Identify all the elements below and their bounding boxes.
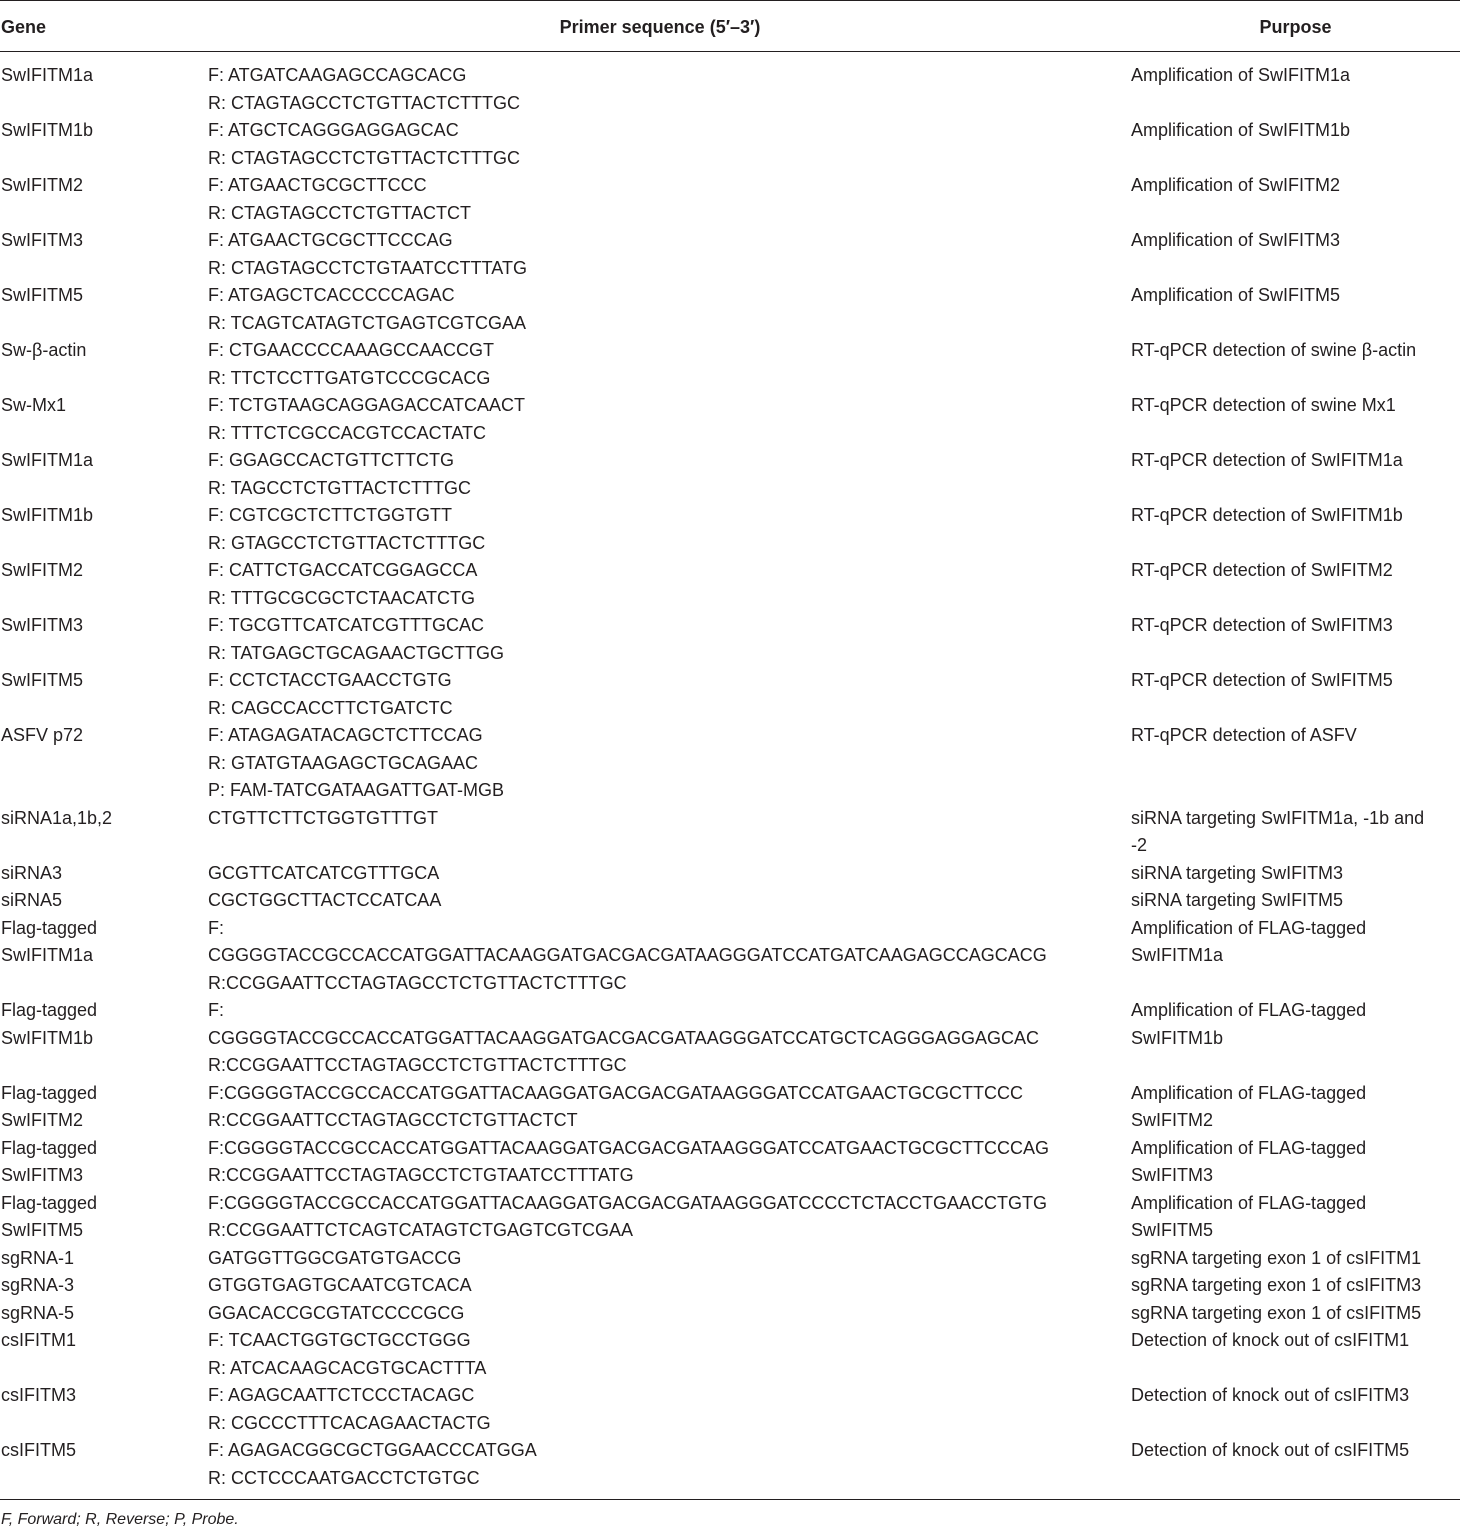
- column-header-gene: Gene: [1, 17, 47, 37]
- table-row: [0, 282, 1460, 337]
- gene-cell: [0, 915, 207, 970]
- gene-cell: [0, 557, 207, 585]
- purpose-cell-line: RT-qPCR detection of swine β-actin: [1131, 340, 1417, 360]
- purpose-cell: [1131, 1382, 1460, 1410]
- sequence-cell-line: R: CCTCCCAATGACCTCTGTGC: [208, 1467, 480, 1488]
- sequence-cell: [207, 860, 1131, 888]
- table-row: [0, 557, 1460, 612]
- purpose-cell-line: RT-qPCR detection of ASFV: [1131, 725, 1357, 745]
- table-row: [0, 1300, 1460, 1328]
- sequence-cell: [207, 1080, 1131, 1135]
- sequence-cell-line: F: TCAACTGGTGCTGCCTGGG: [208, 1330, 471, 1350]
- sequence-cell: [207, 667, 1131, 722]
- sequence-cell-line: R: TTCTCCTTGATGTCCCGCACG: [208, 367, 491, 388]
- gene-cell-line: Flag-tagged: [1, 1192, 98, 1213]
- purpose-cell: [1131, 1080, 1460, 1135]
- purpose-cell-line: Amplification of SwIFITM5: [1131, 285, 1341, 305]
- sequence-cell-line: P: FAM-TATCGATAAGATTGAT-MGB: [208, 780, 504, 800]
- sequence-cell: [207, 337, 1131, 392]
- gene-cell-line: sgRNA-5: [1, 1302, 75, 1323]
- table-row: [0, 1135, 1460, 1190]
- sequence-cell-line: R:CCGGAATTCCTAGTAGCCTCTGTTACTCT: [208, 1110, 578, 1130]
- purpose-cell-line: Detection of knock out of csIFITM3: [1131, 1385, 1410, 1405]
- purpose-cell-line: Amplification of FLAG-tagged: [1131, 1000, 1367, 1020]
- sequence-cell-line: R: GTATGTAAGAGCTGCAGAAC: [208, 752, 479, 773]
- gene-cell-line: csIFITM3: [1, 1385, 76, 1405]
- purpose-cell: [1131, 887, 1460, 915]
- purpose-cell-line: RT-qPCR detection of SwIFITM5: [1131, 670, 1393, 690]
- gene-cell: [0, 1245, 207, 1273]
- sequence-cell-line: R: ATCACAAGCACGTGCACTTTA: [208, 1357, 487, 1378]
- purpose-cell-line: RT-qPCR detection of SwIFITM2: [1131, 560, 1393, 580]
- sequence-cell: [207, 282, 1131, 337]
- gene-cell-line: SwIFITM3: [1, 615, 84, 635]
- gene-cell-line: siRNA1a,1b,2: [1, 807, 113, 828]
- sequence-cell-line: F:: [208, 1000, 224, 1020]
- gene-cell: [0, 337, 207, 365]
- gene-cell-line: SwIFITM5: [1, 670, 84, 690]
- gene-cell-line: SwIFITM1b: [1, 1027, 94, 1048]
- sequence-cell-line: F: CTGAACCCCAAAGCCAACCGT: [208, 340, 495, 360]
- table-row: [0, 612, 1460, 667]
- purpose-cell-line: sgRNA targeting exon 1 of csIFITM3: [1131, 1275, 1422, 1295]
- sequence-cell-line: F:CGGGGTACCGCCACCATGGATTACAAGGATGACGACGATAAGGGATCCATGAACTGCGCTTCCC: [208, 1082, 1024, 1103]
- table-row: [0, 1327, 1460, 1382]
- sequence-cell-line: R: CTAGTAGCCTCTGTTACTCTTTGC: [208, 92, 520, 113]
- purpose-cell-line: SwIFITM1a: [1131, 945, 1224, 965]
- purpose-cell: [1131, 667, 1460, 695]
- gene-cell: [0, 502, 207, 530]
- gene-cell-line: ASFV p72: [1, 725, 84, 745]
- column-header-purpose: Purpose: [1259, 17, 1332, 37]
- sequence-cell-line: F:CGGGGTACCGCCACCATGGATTACAAGGATGACGACGATAAGGGATCCCCTCTACCTGAACCTGTG: [208, 1192, 1048, 1213]
- table-row: [0, 915, 1460, 998]
- gene-cell: [0, 1437, 207, 1465]
- purpose-cell-line: sgRNA targeting exon 1 of csIFITM5: [1131, 1302, 1422, 1323]
- purpose-cell-line: Amplification of FLAG-tagged: [1131, 1137, 1367, 1158]
- sequence-cell-line: R: TCAGTCATAGTCTGAGTCGTCGAA: [208, 312, 527, 333]
- table-row: [0, 502, 1460, 557]
- sequence-cell: [207, 172, 1131, 227]
- gene-cell: [0, 1382, 207, 1410]
- purpose-cell: [1131, 1300, 1460, 1328]
- sequence-cell-line: F:: [208, 917, 224, 938]
- purpose-cell-line: -2: [1131, 835, 1148, 855]
- purpose-cell: [1131, 117, 1460, 145]
- sequence-cell-line: R: TTTCTCGCCACGTCCACTATC: [208, 422, 486, 443]
- sequence-cell-line: F: CATTCTGACCATCGGAGCCA: [208, 560, 478, 580]
- sequence-cell: [207, 1382, 1131, 1437]
- purpose-cell: [1131, 860, 1460, 888]
- sequence-cell-line: R: TAGCCTCTGTTACTCTTTGC: [208, 477, 471, 498]
- purpose-cell: [1131, 282, 1460, 310]
- purpose-cell: [1131, 1327, 1460, 1355]
- purpose-cell-line: SwIFITM2: [1131, 1110, 1214, 1130]
- purpose-cell-line: Detection of knock out of csIFITM5: [1131, 1440, 1410, 1460]
- purpose-cell-line: Amplification of FLAG-tagged: [1131, 1082, 1367, 1103]
- sequence-cell: [207, 1135, 1131, 1190]
- gene-cell-line: Flag-tagged: [1, 1137, 98, 1158]
- sequence-cell-line: F: CGTCGCTCTTCTGGTGTT: [208, 505, 452, 525]
- gene-cell: [0, 1080, 207, 1135]
- purpose-cell-line: Amplification of SwIFITM3: [1131, 230, 1341, 250]
- table-row: [0, 860, 1460, 888]
- gene-cell-line: SwIFITM1a: [1, 450, 94, 470]
- gene-cell-line: csIFITM5: [1, 1440, 76, 1460]
- table-bottom-rule: [0, 1499, 1460, 1500]
- table-row: [0, 1190, 1460, 1245]
- purpose-cell-line: Amplification of SwIFITM2: [1131, 175, 1341, 195]
- sequence-cell-line: F: ATGAACTGCGCTTCCCAG: [208, 230, 453, 250]
- purpose-cell-line: SwIFITM5: [1131, 1220, 1214, 1240]
- sequence-cell: [207, 1300, 1131, 1328]
- gene-cell-line: SwIFITM5: [1, 285, 84, 305]
- gene-cell: [0, 282, 207, 310]
- sequence-cell: [207, 62, 1131, 117]
- sequence-cell-line: F: ATGAGCTCACCCCCAGAC: [208, 285, 455, 305]
- purpose-cell: [1131, 1190, 1460, 1245]
- purpose-cell-line: Amplification of FLAG-tagged: [1131, 917, 1367, 938]
- gene-cell: [0, 172, 207, 200]
- purpose-cell-line: siRNA targeting SwIFITM3: [1131, 862, 1344, 883]
- sequence-cell: [207, 1245, 1131, 1273]
- sequence-cell-line: R:CCGGAATTCCTAGTAGCCTCTGTTACTCTTTGC: [208, 1055, 627, 1075]
- gene-cell-line: csIFITM1: [1, 1330, 76, 1350]
- purpose-cell: [1131, 502, 1460, 530]
- purpose-cell: [1131, 227, 1460, 255]
- gene-cell-line: sgRNA-3: [1, 1275, 75, 1295]
- purpose-cell-line: Detection of knock out of csIFITM1: [1131, 1330, 1410, 1350]
- gene-cell-line: Flag-tagged: [1, 1000, 98, 1020]
- table-row: [0, 227, 1460, 282]
- sequence-cell-line: F: CCTCTACCTGAACCTGTG: [208, 670, 452, 690]
- table-row: [0, 722, 1460, 805]
- gene-cell: [0, 1300, 207, 1328]
- gene-cell-line: Sw-Mx1: [1, 395, 67, 415]
- purpose-cell: [1131, 1245, 1460, 1273]
- purpose-cell: [1131, 1135, 1460, 1190]
- gene-cell-line: SwIFITM1b: [1, 505, 94, 525]
- sequence-cell-line: GATGGTTGGCGATGTGACCG: [208, 1247, 462, 1268]
- gene-cell: [0, 1327, 207, 1355]
- sequence-cell-line: R: CGCCCTTTCACAGAACTACTG: [208, 1412, 491, 1433]
- sequence-cell-line: CTGTTCTTCTGGTGTTTGT: [208, 807, 438, 828]
- gene-cell: [0, 392, 207, 420]
- purpose-cell: [1131, 612, 1460, 640]
- gene-cell: [0, 62, 207, 90]
- sequence-cell-line: R: CAGCCACCTTCTGATCTC: [208, 697, 453, 718]
- table-row: [0, 805, 1460, 860]
- purpose-cell-line: RT-qPCR detection of swine Mx1: [1131, 395, 1396, 415]
- sequence-cell-line: CGCTGGCTTACTCCATCAA: [208, 890, 442, 910]
- gene-cell-line: SwIFITM1a: [1, 65, 94, 85]
- purpose-cell: [1131, 392, 1460, 420]
- table-footnote: F, Forward; R, Reverse; P, Probe.: [1, 1511, 239, 1528]
- table-row: [0, 172, 1460, 227]
- sequence-cell-line: R: CTAGTAGCCTCTGTAATCCTTTATG: [208, 257, 527, 278]
- gene-cell-line: SwIFITM5: [1, 1220, 84, 1240]
- purpose-cell: [1131, 557, 1460, 585]
- purpose-cell-line: SwIFITM1b: [1131, 1027, 1224, 1048]
- sequence-cell-line: F: ATAGAGATACAGCTCTTCCAG: [208, 725, 483, 745]
- gene-cell-line: sgRNA-1: [1, 1247, 75, 1268]
- gene-cell-line: SwIFITM3: [1, 1165, 84, 1185]
- sequence-cell-line: F: GGAGCCACTGTTCTTCTG: [208, 450, 454, 470]
- purpose-cell: [1131, 1437, 1460, 1465]
- table-row: [0, 1382, 1460, 1437]
- table-row: [0, 887, 1460, 915]
- gene-cell: [0, 667, 207, 695]
- purpose-cell-line: sgRNA targeting exon 1 of csIFITM1: [1131, 1247, 1422, 1268]
- sequence-cell: [207, 557, 1131, 612]
- purpose-cell: [1131, 805, 1460, 860]
- sequence-cell: [207, 1190, 1131, 1245]
- sequence-cell-line: R:CCGGAATTCCTAGTAGCCTCTGTTACTCTTTGC: [208, 972, 627, 993]
- sequence-cell-line: F: ATGATCAAGAGCCAGCACG: [208, 65, 467, 85]
- purpose-cell-line: Amplification of SwIFITM1b: [1131, 120, 1351, 140]
- sequence-cell-line: R: TATGAGCTGCAGAACTGCTTGG: [208, 642, 505, 663]
- table-row: [0, 667, 1460, 722]
- gene-cell-line: siRNA3: [1, 862, 63, 883]
- purpose-cell: [1131, 722, 1460, 750]
- sequence-cell: [207, 502, 1131, 557]
- table-row: [0, 997, 1460, 1080]
- gene-cell: [0, 612, 207, 640]
- sequence-cell: [207, 805, 1131, 833]
- purpose-cell-line: RT-qPCR detection of SwIFITM1b: [1131, 505, 1403, 525]
- sequence-cell: [207, 1437, 1131, 1492]
- gene-cell-line: Flag-tagged: [1, 1082, 98, 1103]
- gene-cell-line: SwIFITM2: [1, 175, 84, 195]
- table-row: [0, 117, 1460, 172]
- table-row: [0, 1272, 1460, 1300]
- sequence-cell-line: R:CCGGAATTCTCAGTCATAGTCTGAGTCGTCGAA: [208, 1220, 633, 1240]
- gene-cell: [0, 805, 207, 833]
- sequence-cell: [207, 887, 1131, 915]
- purpose-cell-line: siRNA targeting SwIFITM5: [1131, 890, 1344, 910]
- sequence-cell-line: F: AGAGCAATTCTCCCTACAGC: [208, 1385, 475, 1405]
- sequence-cell-line: R: CTAGTAGCCTCTGTTACTCTTTGC: [208, 147, 520, 168]
- sequence-cell-line: CGGGGTACCGCCACCATGGATTACAAGGATGACGACGATAAGGGATCCATGCTCAGGGAGGAGCAC: [208, 1027, 1040, 1048]
- gene-cell-line: Flag-tagged: [1, 917, 98, 938]
- gene-cell-line: siRNA5: [1, 890, 63, 910]
- gene-cell: [0, 117, 207, 145]
- sequence-cell: [207, 227, 1131, 282]
- gene-cell: [0, 1135, 207, 1190]
- purpose-cell-line: Amplification of SwIFITM1a: [1131, 65, 1351, 85]
- gene-cell: [0, 1190, 207, 1245]
- sequence-cell-line: R: CTAGTAGCCTCTGTTACTCT: [208, 202, 471, 223]
- gene-cell-line: SwIFITM3: [1, 230, 84, 250]
- table-row: [0, 392, 1460, 447]
- sequence-cell-line: R:CCGGAATTCCTAGTAGCCTCTGTAATCCTTTATG: [208, 1165, 634, 1185]
- sequence-cell-line: GGACACCGCGTATCCCCGCG: [208, 1302, 465, 1323]
- gene-cell: [0, 447, 207, 475]
- gene-cell-line: Sw-β-actin: [1, 340, 87, 360]
- purpose-cell: [1131, 915, 1460, 970]
- purpose-cell: [1131, 172, 1460, 200]
- header-rule: [0, 51, 1460, 52]
- purpose-cell: [1131, 997, 1460, 1052]
- sequence-cell: [207, 997, 1131, 1080]
- purpose-cell: [1131, 1272, 1460, 1300]
- purpose-cell-line: RT-qPCR detection of SwIFITM1a: [1131, 450, 1403, 470]
- gene-cell: [0, 1272, 207, 1300]
- gene-cell-line: SwIFITM2: [1, 1110, 84, 1130]
- sequence-cell-line: GTGGTGAGTGCAATCGTCACA: [208, 1275, 472, 1295]
- table-top-rule: [0, 0, 1460, 1]
- sequence-cell-line: F: ATGCTCAGGGAGGAGCAC: [208, 120, 459, 140]
- purpose-cell-line: Amplification of FLAG-tagged: [1131, 1192, 1367, 1213]
- sequence-cell: [207, 915, 1131, 998]
- sequence-cell: [207, 722, 1131, 805]
- table-row: [0, 1437, 1460, 1492]
- sequence-cell-line: R: TTTGCGCGCTCTAACATCTG: [208, 587, 475, 608]
- gene-cell: [0, 860, 207, 888]
- sequence-cell-line: GCGTTCATCATCGTTTGCA: [208, 862, 440, 883]
- sequence-cell-line: F: AGAGACGGCGCTGGAACCCATGGA: [208, 1440, 537, 1460]
- sequence-cell: [207, 1327, 1131, 1382]
- purpose-cell: [1131, 337, 1460, 365]
- table-row: [0, 337, 1460, 392]
- sequence-cell-line: F: TGCGTTCATCATCGTTTGCAC: [208, 615, 484, 635]
- sequence-cell: [207, 612, 1131, 667]
- gene-cell: [0, 997, 207, 1052]
- gene-cell: [0, 722, 207, 750]
- sequence-cell-line: R: GTAGCCTCTGTTACTCTTTGC: [208, 532, 486, 553]
- gene-cell: [0, 227, 207, 255]
- column-header-primer-sequence: Primer sequence (5′–3′): [559, 17, 761, 37]
- sequence-cell: [207, 1272, 1131, 1300]
- purpose-cell: [1131, 447, 1460, 475]
- table-row: [0, 1245, 1460, 1273]
- sequence-cell-line: F: ATGAACTGCGCTTCCC: [208, 175, 427, 195]
- purpose-cell: [1131, 62, 1460, 90]
- sequence-cell-line: F: TCTGTAAGCAGGAGACCATCAACT: [208, 395, 526, 415]
- sequence-cell: [207, 447, 1131, 502]
- table-body: [0, 62, 1460, 1492]
- gene-cell-line: SwIFITM1a: [1, 945, 94, 965]
- sequence-cell-line: CGGGGTACCGCCACCATGGATTACAAGGATGACGACGATAAGGGATCCATGATCAAGAGCCAGCACG: [208, 945, 1047, 965]
- sequence-cell-line: F:CGGGGTACCGCCACCATGGATTACAAGGATGACGACGATAAGGGATCCATGAACTGCGCTTCCCAG: [208, 1137, 1050, 1158]
- gene-cell-line: SwIFITM1b: [1, 120, 94, 140]
- sequence-cell: [207, 117, 1131, 172]
- table-row: [0, 1080, 1460, 1135]
- purpose-cell-line: siRNA targeting SwIFITM1a, -1b and: [1131, 807, 1425, 828]
- sequence-cell: [207, 392, 1131, 447]
- table-row: [0, 62, 1460, 117]
- gene-cell-line: SwIFITM2: [1, 560, 84, 580]
- purpose-cell-line: RT-qPCR detection of SwIFITM3: [1131, 615, 1393, 635]
- table-row: [0, 447, 1460, 502]
- gene-cell: [0, 887, 207, 915]
- purpose-cell-line: SwIFITM3: [1131, 1165, 1214, 1185]
